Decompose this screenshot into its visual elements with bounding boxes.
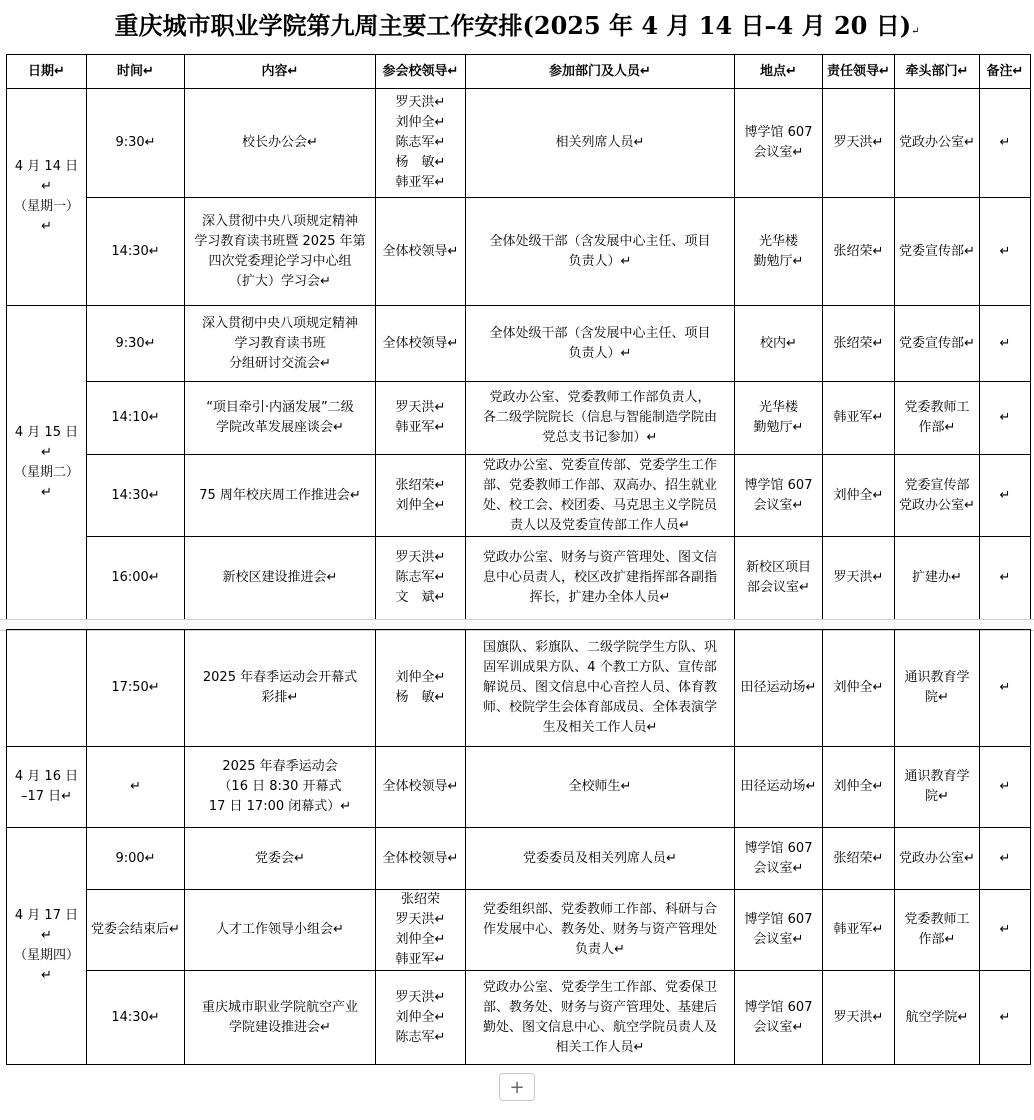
- owner-cell: 刘仲全↵: [823, 455, 895, 537]
- lead-dept-cell: 通识教育学 院↵: [895, 747, 980, 828]
- page-title: 重庆城市职业学院第九周主要工作安排(2025 年 4 月 14 日–4 月 20 日)↵: [114, 11, 920, 40]
- header-place: 地点↵: [735, 55, 823, 89]
- lead-dept-cell: 航空学院↵: [895, 971, 980, 1065]
- place-cell: 田径运动场↵: [735, 747, 823, 828]
- header-note: 备注↵: [980, 55, 1031, 89]
- content-cell: 75 周年校庆周工作推进会↵: [185, 455, 376, 537]
- time-cell: 9:30↵: [87, 89, 185, 198]
- departments-cell: 党政办公室、党委宣传部、党委学生工作 部、党委教师工作部、双高办、招生就业 处、校工会、校团委、马克思主义学院员 责人以及党委宣传部工作人员↵: [466, 455, 735, 537]
- place-cell: 校内↵: [735, 306, 823, 382]
- time-cell: 14:10↵: [87, 382, 185, 455]
- leaders-cell: 罗天洪↵ 刘仲全↵ 陈志军↵ 杨 敏↵ 韩亚军↵: [376, 89, 466, 198]
- departments-cell: 国旗队、彩旗队、二级学院学生方队、巩 固军训成果方队、4 个教工方队、宣传部 解说员、图文信息中心音控人员、体育教 师、校院学生会体育部成员、全体表演学 生及相关工作人员↵: [466, 630, 735, 747]
- owner-cell: 张绍荣↵: [823, 198, 895, 306]
- note-cell: ↵: [980, 747, 1031, 828]
- leaders-cell: 全体校领导↵: [376, 747, 466, 828]
- departments-cell: 党委委员及相关列席人员↵: [466, 828, 735, 890]
- header-owner: 责任领导↵: [823, 55, 895, 89]
- owner-cell: 罗天洪↵: [823, 89, 895, 198]
- time-cell: 9:30↵: [87, 306, 185, 382]
- owner-cell: 张绍荣↵: [823, 828, 895, 890]
- add-row-button[interactable]: +: [499, 1073, 535, 1101]
- header-date: 日期↵: [7, 55, 87, 89]
- place-cell: 博学馆 607 会议室↵: [735, 890, 823, 971]
- lead-dept-cell: 党政办公室↵: [895, 89, 980, 198]
- time-cell: 14:30↵: [87, 198, 185, 306]
- lead-dept-cell: 党委宣传部 党政办公室↵: [895, 455, 980, 537]
- table-row: [7, 630, 1031, 747]
- note-cell: ↵: [980, 971, 1031, 1065]
- date-cell: 4 月 14 日↵ （星期一）↵: [7, 89, 87, 306]
- table-row: [7, 89, 1031, 198]
- time-cell: 党委会结束后↵: [87, 890, 185, 971]
- leaders-cell: 全体校领导↵: [376, 198, 466, 306]
- leaders-cell: 全体校领导↵: [376, 306, 466, 382]
- content-cell: 人才工作领导小组会↵: [185, 890, 376, 971]
- content-cell: 深入贯彻中央八项规定精神 学习教育读书班 分组研讨交流会↵: [185, 306, 376, 382]
- departments-cell: 全校师生↵: [466, 747, 735, 828]
- content-cell: 重庆城市职业学院航空产业 学院建设推进会↵: [185, 971, 376, 1065]
- leaders-cell: 全体校领导↵: [376, 828, 466, 890]
- content-cell: 党委会↵: [185, 828, 376, 890]
- lead-dept-cell: 党委教师工 作部↵: [895, 382, 980, 455]
- table-row: [7, 537, 1031, 620]
- table-row: [7, 890, 1031, 971]
- note-cell: ↵: [980, 537, 1031, 620]
- departments-cell: 党政办公室、党委学生工作部、党委保卫 部、教务处、财务与资产管理处、基建后 勤处、图文信息中心、航空学院员责人及 相关工作人员↵: [466, 971, 735, 1065]
- departments-cell: 相关列席人员↵: [466, 89, 735, 198]
- time-cell: 16:00↵: [87, 537, 185, 620]
- place-cell: 博学馆 607 会议室↵: [735, 89, 823, 198]
- table-row: [7, 382, 1031, 455]
- schedule-table-page-1: [6, 54, 1031, 620]
- note-cell: ↵: [980, 455, 1031, 537]
- header-content: 内容↵: [185, 55, 376, 89]
- note-cell: ↵: [980, 306, 1031, 382]
- owner-cell: 刘仲全↵: [823, 630, 895, 747]
- note-cell: ↵: [980, 382, 1031, 455]
- table-row: [7, 306, 1031, 382]
- content-cell: 校长办公会↵: [185, 89, 376, 198]
- place-cell: 博学馆 607 会议室↵: [735, 828, 823, 890]
- departments-cell: 党政办公室、党委教师工作部负责人， 各二级学院院长（信息与智能制造学院由 党总支书记参加）↵: [466, 382, 735, 455]
- place-cell: 光华楼 勤勉厅↵: [735, 382, 823, 455]
- note-cell: ↵: [980, 198, 1031, 306]
- header-lead-dept: 牵头部门↵: [895, 55, 980, 89]
- leaders-cell: 罗天洪↵ 刘仲全↵ 陈志军↵: [376, 971, 466, 1065]
- content-cell: 深入贯彻中央八项规定精神 学习教育读书班暨 2025 年第 四次党委理论学习中心组 （扩大）学习会↵: [185, 198, 376, 306]
- time-cell: 17:50↵: [87, 630, 185, 747]
- departments-cell: 全体处级干部（含发展中心主任、项目 负责人）↵: [466, 306, 735, 382]
- lead-dept-cell: 党委宣传部↵: [895, 306, 980, 382]
- content-cell: 2025 年春季运动会 （16 日 8:30 开幕式 17 日 17:00 闭幕式）↵: [185, 747, 376, 828]
- lead-dept-cell: 扩建办↵: [895, 537, 980, 620]
- date-cell: 4 月 16 日 –17 日↵: [7, 747, 87, 828]
- place-cell: 田径运动场↵: [735, 630, 823, 747]
- owner-cell: 韩亚军↵: [823, 890, 895, 971]
- place-cell: 新校区项目 部会议室↵: [735, 537, 823, 620]
- note-cell: ↵: [980, 89, 1031, 198]
- schedule-table-page-2: [6, 629, 1031, 1065]
- leaders-cell: 罗天洪↵ 韩亚军↵: [376, 382, 466, 455]
- time-cell: ↵: [87, 747, 185, 828]
- lead-dept-cell: 党政办公室↵: [895, 828, 980, 890]
- departments-cell: 党委组织部、党委教师工作部、科研与合 作发展中心、教务处、财务与资产管理处 负责人↵: [466, 890, 735, 971]
- table-row: [7, 198, 1031, 306]
- owner-cell: 韩亚军↵: [823, 382, 895, 455]
- departments-cell: 全体处级干部（含发展中心主任、项目 负责人）↵: [466, 198, 735, 306]
- content-cell: “项目牵引·内涵发展”二级 学院改革发展座谈会↵: [185, 382, 376, 455]
- content-cell: 新校区建设推进会↵: [185, 537, 376, 620]
- note-cell: ↵: [980, 890, 1031, 971]
- header-departments: 参加部门及人员↵: [466, 55, 735, 89]
- place-cell: 光华楼 勤勉厅↵: [735, 198, 823, 306]
- table-row: [7, 971, 1031, 1065]
- time-cell: 14:30↵: [87, 971, 185, 1065]
- lead-dept-cell: 党委教师工 作部↵: [895, 890, 980, 971]
- note-cell: ↵: [980, 630, 1031, 747]
- lead-dept-cell: 通识教育学 院↵: [895, 630, 980, 747]
- departments-cell: 党政办公室、财务与资产管理处、图文信 息中心员责人，校区改扩建指挥部各副指 挥长，扩建办全体人员↵: [466, 537, 735, 620]
- header-time: 时间↵: [87, 55, 185, 89]
- place-cell: 博学馆 607 会议室↵: [735, 971, 823, 1065]
- owner-cell: 张绍荣↵: [823, 306, 895, 382]
- place-cell: 博学馆 607 会议室↵: [735, 455, 823, 537]
- table-row: [7, 455, 1031, 537]
- leaders-cell: 张绍荣↵ 刘仲全↵: [376, 455, 466, 537]
- table-header-row: [7, 55, 1031, 89]
- lead-dept-cell: 党委宣传部↵: [895, 198, 980, 306]
- leaders-cell: 张绍荣 罗天洪↵ 刘仲全↵ 韩亚军↵: [376, 890, 466, 971]
- owner-cell: 刘仲全↵: [823, 747, 895, 828]
- table-row: [7, 828, 1031, 890]
- time-cell: 9:00↵: [87, 828, 185, 890]
- content-cell: 2025 年春季运动会开幕式 彩排↵: [185, 630, 376, 747]
- date-cell: 4 月 17 日↵ （星期四）↵: [7, 828, 87, 1065]
- owner-cell: 罗天洪↵: [823, 537, 895, 620]
- leaders-cell: 罗天洪↵ 陈志军↵ 文 斌↵: [376, 537, 466, 620]
- owner-cell: 罗天洪↵: [823, 971, 895, 1065]
- note-cell: ↵: [980, 828, 1031, 890]
- header-leaders: 参会校领导↵: [376, 55, 466, 89]
- date-cell: [7, 630, 87, 747]
- table-row: [7, 747, 1031, 828]
- time-cell: 14:30↵: [87, 455, 185, 537]
- leaders-cell: 刘仲全↵ 杨 敏↵: [376, 630, 466, 747]
- date-cell: 4 月 15 日↵ （星期二）↵: [7, 306, 87, 620]
